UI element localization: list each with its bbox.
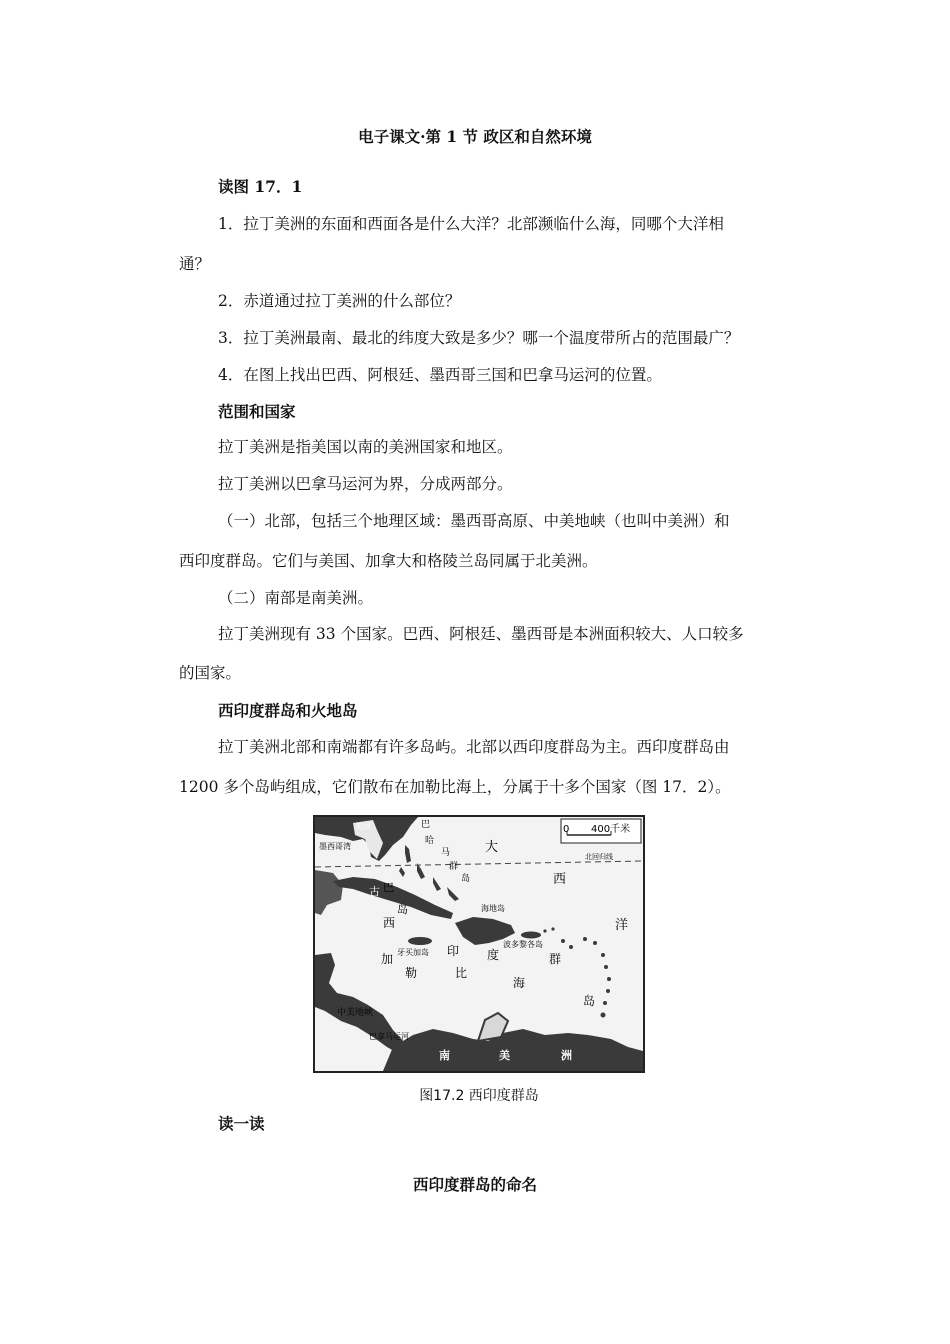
map-label-caribbean-3: 比 — [455, 966, 468, 980]
map-label-cuba-1: 古 — [369, 885, 380, 898]
map-label-atlantic-3: 洋 — [615, 918, 629, 933]
map-label-cuba-2: 巴 — [383, 881, 394, 894]
section-heading-islands: 西印度群岛和火地岛 — [218, 701, 358, 720]
map-label-bahamas-1: 巴 — [421, 820, 431, 830]
figure-caption: 图17.2 西印度群岛 — [419, 1088, 539, 1104]
paragraph-5-line-1: 拉丁美洲现有 33 个国家。巴西、阿根廷、墨西哥是本洲面积较大、人口较多 — [218, 625, 744, 643]
paragraph-1: 拉丁美洲是指美国以南的美洲国家和地区。 — [218, 438, 513, 456]
section-heading-scope: 范围和国家 — [218, 402, 296, 421]
question-4: 4．在图上找出巴西、阿根廷、墨西哥三国和巴拿马运河的位置。 — [218, 366, 662, 384]
map-label-central-america: 中美地峡 — [337, 1008, 374, 1018]
question-3: 3．拉丁美洲最南、最北的纬度大致是多少？哪一个温度带所占的范围最广？ — [218, 329, 740, 347]
map-label-west-indies-5: 岛 — [583, 994, 596, 1008]
question-1-line-2: 通？ — [179, 255, 211, 273]
map-label-hispaniola: 海地岛 — [481, 904, 505, 913]
subtitle: 西印度群岛的命名 — [412, 1175, 537, 1194]
map-label-south-america-2: 美 — [499, 1049, 510, 1062]
map-label-west-indies-2: 印 — [447, 944, 460, 958]
map-label-bahamas-4: 群 — [449, 862, 459, 872]
read-one-heading: 读一读 — [218, 1114, 265, 1133]
paragraph-3-line-1: （一）北部，包括三个地理区域：墨西哥高原、中美地峡（也叫中美洲）和 — [218, 512, 730, 530]
map-label-caribbean-2: 勒 — [405, 966, 418, 980]
west-indies-map — [313, 815, 645, 1073]
map-label-west-indies-1: 西 — [383, 916, 396, 930]
map-scale-label: 400千米 — [591, 824, 631, 835]
read-map-heading: 读图 17．1 — [218, 177, 303, 196]
map-label-gulf: 墨西哥湾 — [319, 842, 351, 851]
question-2: 2．赤道通过拉丁美洲的什么部位？ — [218, 292, 461, 310]
map-label-bahamas-5: 岛 — [461, 874, 471, 884]
map-label-panama-canal: 巴拿马运河 — [369, 1032, 409, 1041]
map-label-west-indies-3: 度 — [487, 948, 500, 962]
map-label-south-america-1: 南 — [439, 1049, 450, 1062]
map-label-atlantic-2: 西 — [553, 872, 567, 887]
paragraph-6-line-2: 1200 多个岛屿组成，它们散布在加勒比海上，分属于十多个国家（图 17．2）。 — [179, 778, 731, 796]
map-scale-zero: 0 — [563, 824, 570, 835]
map-label-caribbean-1: 加 — [381, 952, 394, 966]
map-label-west-indies-4: 群 — [549, 952, 562, 966]
map-label-puerto-rico: 波多黎各岛 — [503, 940, 543, 949]
map-label-bahamas-3: 马 — [441, 848, 451, 858]
paragraph-4: （二）南部是南美洲。 — [218, 589, 374, 607]
map-label-jamaica: 牙买加岛 — [397, 948, 429, 957]
paragraph-3-line-2: 西印度群岛。它们与美国、加拿大和格陵兰岛同属于北美洲。 — [179, 552, 598, 570]
map-label-atlantic-1: 大 — [485, 840, 499, 855]
map-label-tropic: 北回归线 — [585, 853, 613, 861]
question-1-line-1: 1．拉丁美洲的东面和西面各是什么大洋？北部濒临什么海，同哪个大洋相 — [218, 215, 724, 233]
paragraph-2: 拉丁美洲以巴拿马运河为界，分成两部分。 — [218, 475, 513, 493]
map-label-usa: 美国 — [355, 822, 371, 831]
map-label-cuba-3: 岛 — [397, 903, 408, 916]
paragraph-6-line-1: 拉丁美洲北部和南端都有许多岛屿。北部以西印度群岛为主。西印度群岛由 — [218, 738, 730, 756]
map-label-south-america-3: 洲 — [561, 1049, 572, 1062]
map-label-bahamas-2: 哈 — [425, 836, 435, 846]
page-title: 电子课文·第 1 节 政区和自然环境 — [358, 127, 592, 146]
map-label-caribbean-4: 海 — [513, 976, 526, 990]
paragraph-5-line-2: 的国家。 — [179, 664, 242, 682]
